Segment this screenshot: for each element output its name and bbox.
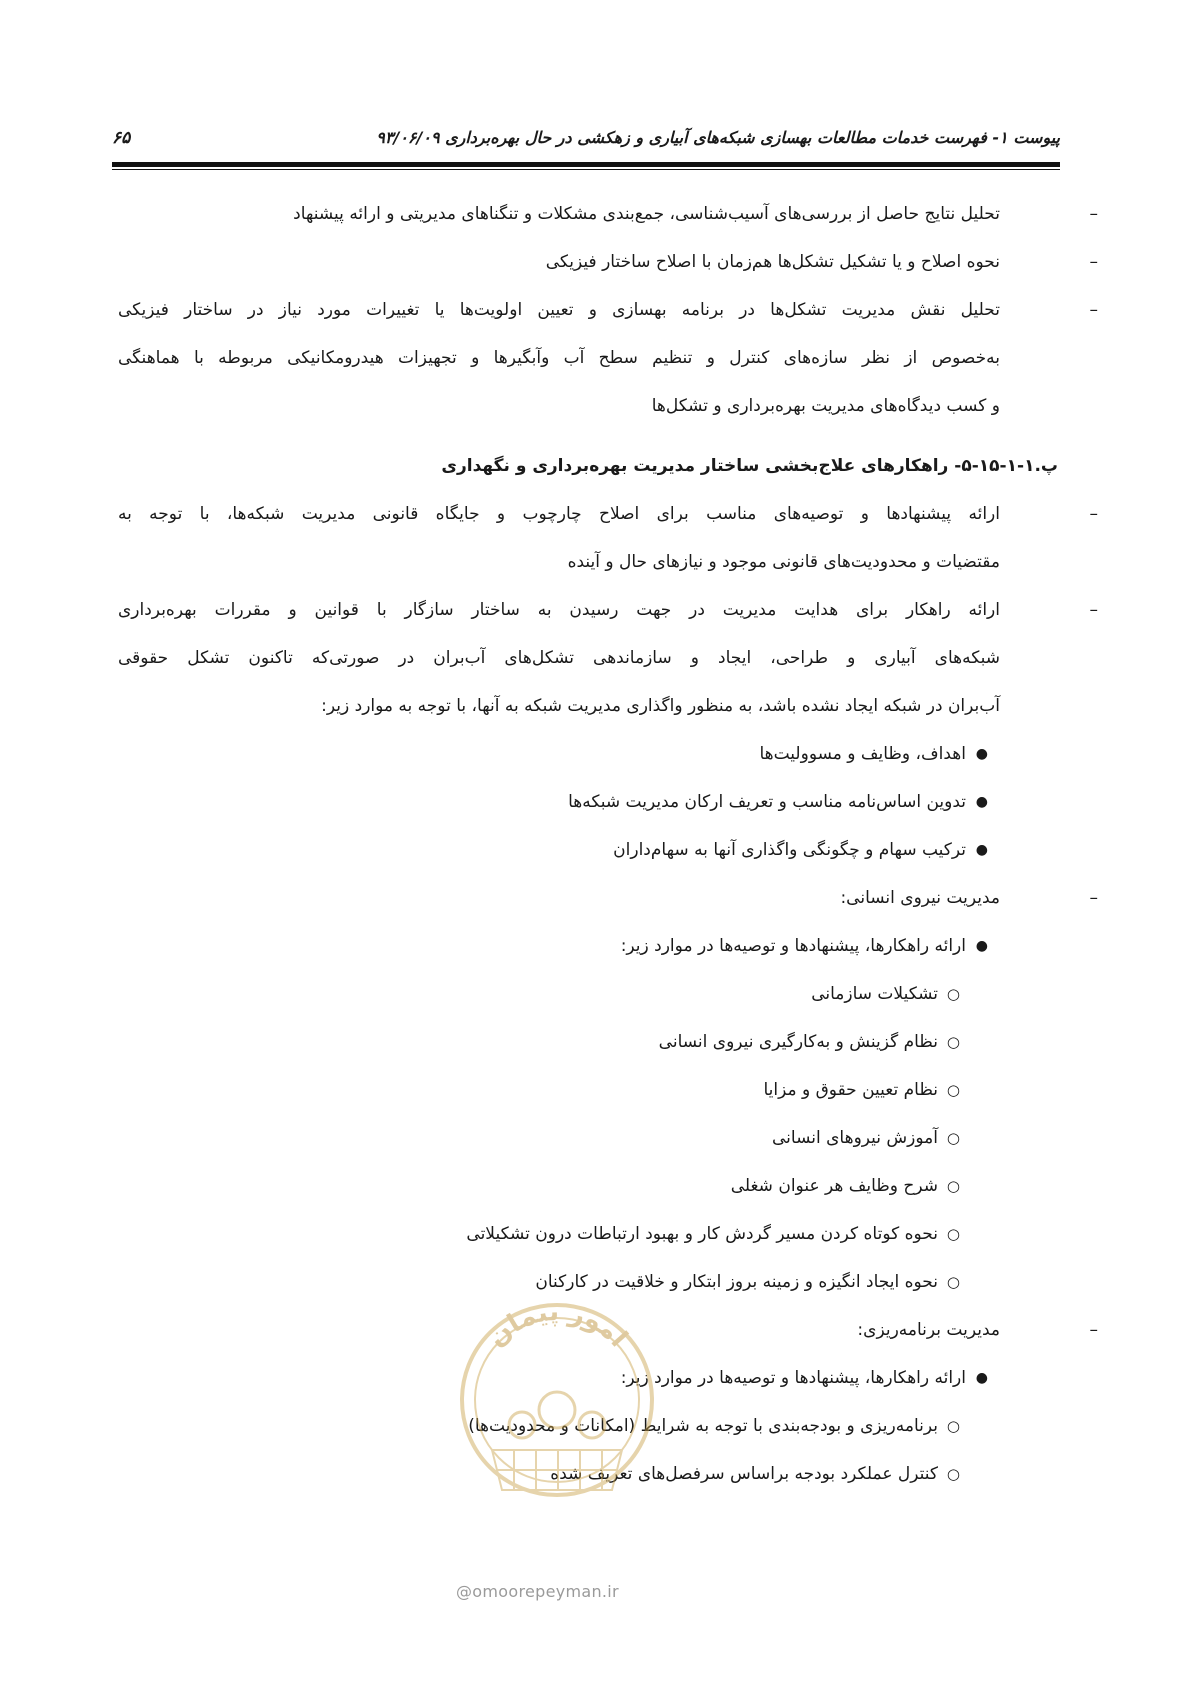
sub-item-text: آموزش نیروهای انسانی — [772, 1128, 938, 1148]
header-title: پیوست ۱- فهرست خدمات مطالعات بهسازی شبکه‌های آبیاری و زهکشی در حال بهره‌برداری ۹۳/۰۶/۰۹ — [376, 128, 1060, 147]
circle-marker: ○ — [946, 1225, 960, 1243]
list-item-text: مدیریت نیروی انسانی: — [840, 888, 1000, 908]
bullet-marker: ● — [975, 794, 988, 810]
dash-marker: – — [1089, 504, 1098, 524]
list-item-text: مدیریت برنامه‌ریزی: — [857, 1320, 1000, 1340]
list-item-text: ارائه پیشنهادها و توصیه‌های مناسب برای اصلاح چارچوب و جایگاه قانونی مدیریت شبکه‌ها، با توجه به — [118, 504, 1000, 524]
bullet-item — [118, 826, 1058, 874]
sub-item — [118, 1018, 1058, 1066]
dash-marker: – — [1089, 204, 1098, 224]
circle-marker: ○ — [946, 1417, 960, 1435]
header-rule-thick — [112, 162, 1060, 167]
circle-marker: ○ — [946, 1129, 960, 1147]
bullet-text: ارائه راهکارها، پیشنهادها و توصیه‌ها در موارد زیر: — [620, 1368, 966, 1388]
list-item-text: تحلیل نتایج حاصل از بررسی‌های آسیب‌شناسی، جمع‌بندی مشکلات و تنگناهای مدیریتی و ارائه پیشنهاد — [293, 204, 1000, 224]
list-item-text: ارائه راهکار برای هدایت مدیریت در جهت رسیدن به ساختار سازگار با قوانین و مقررات بهره‌برداری — [118, 600, 1000, 620]
dash-marker: – — [1089, 888, 1098, 908]
circle-marker: ○ — [946, 1033, 960, 1051]
sub-item-text: نظام تعیین حقوق و مزایا — [763, 1080, 938, 1100]
page-number: ۶۵ — [112, 128, 131, 148]
sub-item-text: کنترل عملکرد بودجه براساس سرفصل‌های تعریف شده — [550, 1464, 938, 1484]
sub-item — [118, 1114, 1058, 1162]
bullet-text: ارائه راهکارها، پیشنهادها و توصیه‌ها در موارد زیر: — [620, 936, 966, 956]
sub-item-text: تشکیلات سازمانی — [811, 984, 938, 1004]
list-item-text: نحوه اصلاح و یا تشکیل تشکل‌ها هم‌زمان با اصلاح ساختار فیزیکی — [545, 252, 1000, 272]
dash-marker: – — [1089, 300, 1098, 320]
bullet-marker: ● — [975, 1370, 988, 1386]
bullet-marker: ● — [975, 938, 988, 954]
list-item-text: به‌خصوص از نظر سازه‌های کنترل و تنظیم سطح آب وآبگیرها و تجهیزات هیدرومکانیکی مربوطه با هماهنگی — [118, 348, 1000, 368]
list-item — [118, 286, 1098, 430]
sub-item-text: شرح وظایف هر عنوان شغلی — [730, 1176, 938, 1196]
list-item — [118, 238, 1098, 286]
watermark-stamp — [452, 1290, 662, 1520]
bullet-item — [118, 778, 1058, 826]
list-item — [118, 874, 1098, 922]
sub-item — [118, 1162, 1058, 1210]
dash-marker: – — [1089, 1320, 1098, 1340]
list-item-text: و کسب دیدگاه‌های مدیریت بهره‌برداری و تشکل‌ها — [651, 396, 1000, 416]
bullet-item — [118, 922, 1058, 970]
circle-marker: ○ — [946, 985, 960, 1003]
sub-item-text: نظام گزینش و به‌کارگیری نیروی انسانی — [658, 1032, 938, 1052]
circle-marker: ○ — [946, 1177, 960, 1195]
sub-item — [118, 1066, 1058, 1114]
circle-marker: ○ — [946, 1273, 960, 1291]
sub-item — [118, 970, 1058, 1018]
list-item-text: تحلیل نقش مدیریت تشکل‌ها در برنامه بهسازی و تعیین اولویت‌ها یا تغییرات مورد نیاز در ساختار فیزیکی — [118, 300, 1000, 320]
page-header — [112, 128, 1060, 154]
list-item — [118, 490, 1098, 586]
bullet-text: اهداف، وظایف و مسوولیت‌ها — [759, 744, 966, 764]
watermark-site: @omoorepeyman.ir — [456, 1582, 619, 1601]
list-item — [118, 586, 1098, 730]
bullet-marker: ● — [975, 842, 988, 858]
svg-text:امور پیمان: امور پیمان — [481, 1296, 634, 1354]
section-heading: پ.۱-۱-۱۵-۵- راهکارهای علاج‌بخشی ساختار مدیریت بهره‌برداری و نگهداری — [441, 456, 1058, 476]
bullet-item — [118, 730, 1058, 778]
sub-item — [118, 1210, 1058, 1258]
sub-item-text: نحوه ایجاد انگیزه و زمینه بروز ابتکار و خلاقیت در کارکنان — [535, 1272, 938, 1292]
circle-marker: ○ — [946, 1081, 960, 1099]
dash-marker: – — [1089, 252, 1098, 272]
bullet-text: ترکیب سهام و چگونگی واگذاری آنها به سهام‌داران — [613, 840, 966, 860]
header-rule-thin — [112, 169, 1060, 170]
sub-item-text: برنامه‌ریزی و بودجه‌بندی با توجه به شرایط (امکانات و محدودیت‌ها) — [468, 1416, 938, 1436]
list-item — [118, 190, 1098, 238]
list-item-text: آب‌بران در شبکه ایجاد نشده باشد، به منظور واگذاری مدیریت شبکه به آنها، با توجه به موارد زیر: — [321, 696, 1000, 716]
bullet-marker: ● — [975, 746, 988, 762]
list-item-text: شبکه‌های آبیاری و طراحی، ایجاد و سازماندهی تشکل‌های آب‌بران در صورتی‌که تاکنون تشکل حقوقی — [118, 648, 1000, 668]
sub-item-text: نحوه کوتاه کردن مسیر گردش کار و بهبود ارتباطات درون تشکیلاتی — [466, 1224, 938, 1244]
dash-marker: – — [1089, 600, 1098, 620]
list-item-text: مقتضیات و محدودیت‌های قانونی موجود و نیازهای حال و آینده — [567, 552, 1000, 572]
bullet-text: تدوین اساس‌نامه مناسب و تعریف ارکان مدیریت شبکه‌ها — [568, 792, 966, 812]
circle-marker: ○ — [946, 1465, 960, 1483]
